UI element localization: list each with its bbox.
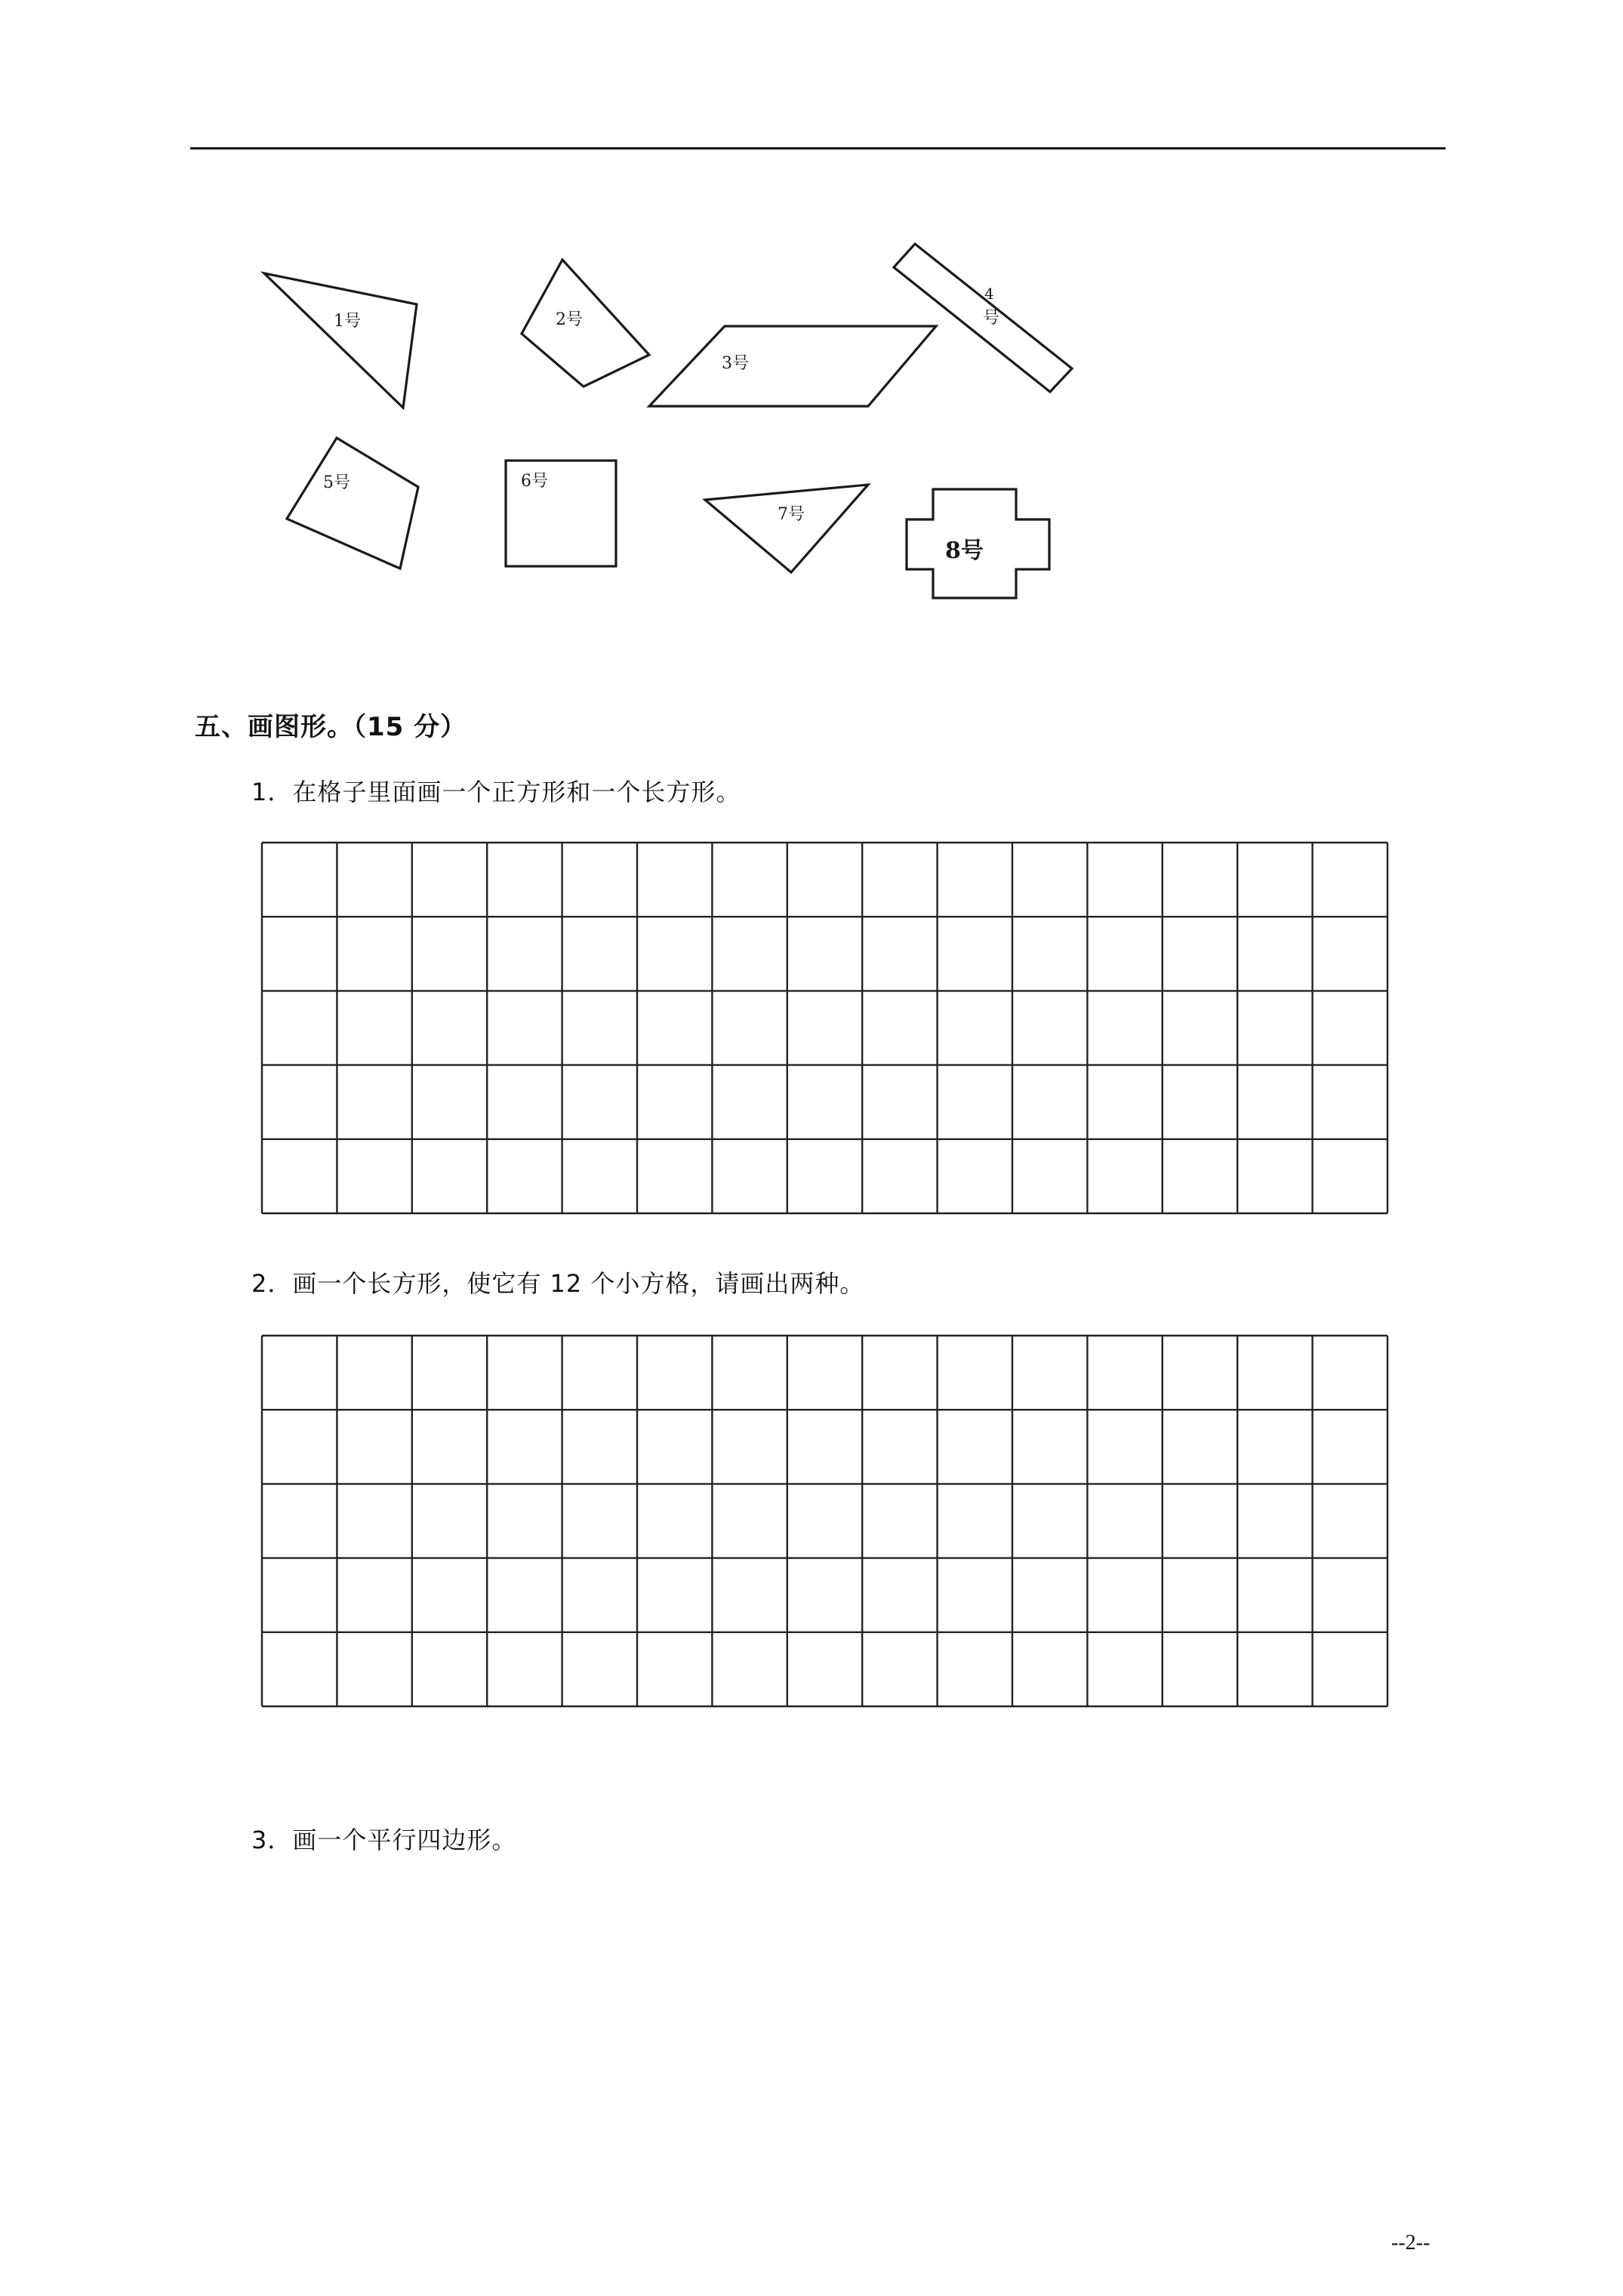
shape-7-triangle [705, 485, 868, 572]
shape-5-square [287, 438, 418, 569]
question-2: 2．画一个长方形，使它有 12 个小方格，请画出两种。 [251, 1269, 865, 1298]
question-1: 1．在格子里面画一个正方形和一个长方形。 [251, 778, 741, 806]
shape-4-label-number: 4 [984, 285, 994, 303]
page-number: --2-- [1391, 2231, 1431, 2254]
question-3: 3．画一个平行四边形。 [251, 1826, 517, 1854]
shape-5-label: 5号 [323, 473, 350, 492]
shape-8-label: 8号 [945, 538, 984, 564]
shape-4-label-char: 号 [983, 309, 1000, 328]
section-title: 五、画图形。（15 分） [195, 712, 467, 742]
shapes-figure [226, 204, 1132, 612]
shape-1-label: 1号 [334, 312, 361, 331]
shape-6-label: 6号 [521, 472, 548, 491]
shapes-figure-svg [226, 204, 1132, 612]
shape-1-triangle [264, 273, 417, 408]
shape-3-parallelogram [649, 326, 936, 406]
drawing-grid-2[interactable] [260, 1334, 1389, 1708]
grid-2-lines [260, 1334, 1389, 1708]
shape-7-label: 7号 [778, 505, 805, 524]
grid-1-lines [260, 841, 1389, 1215]
shape-3-label: 3号 [722, 354, 749, 373]
shape-2-label: 2号 [556, 310, 583, 329]
shape-2-quadrilateral [522, 260, 649, 387]
drawing-grid-1[interactable] [260, 841, 1389, 1215]
header-rule [190, 147, 1446, 149]
